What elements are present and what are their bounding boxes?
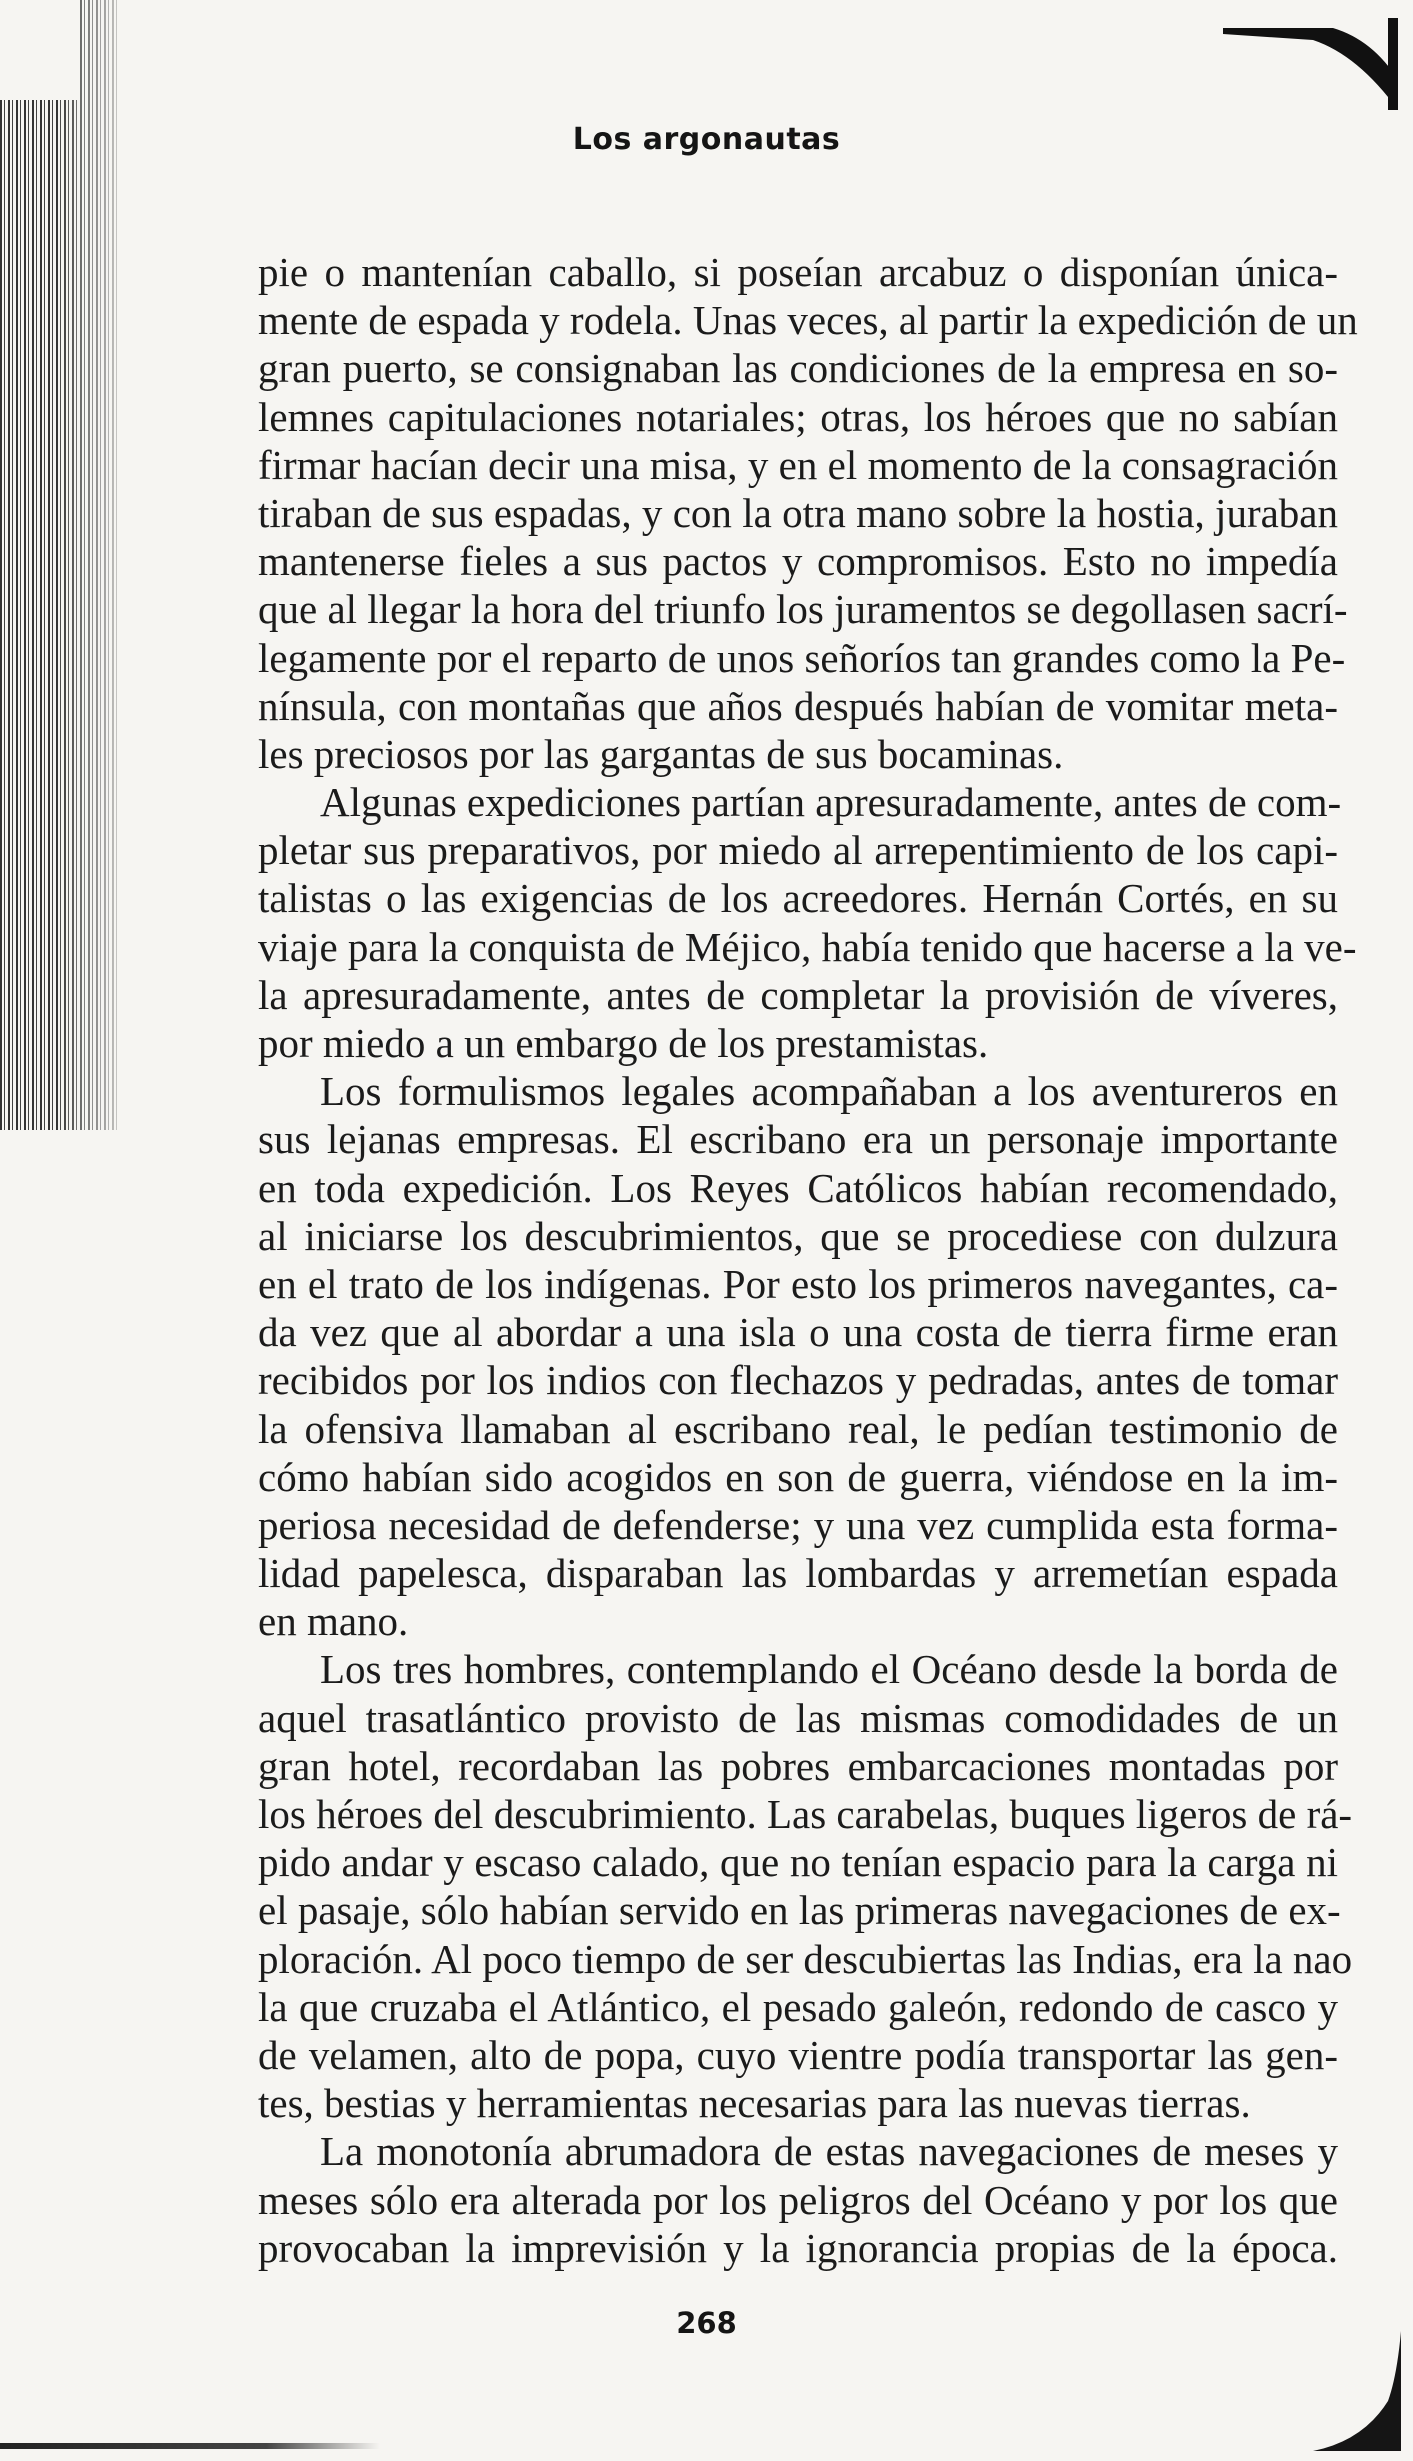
text-line: mantenerse fieles a sus pactos y compromisos. Esto no impedía bbox=[258, 538, 1338, 585]
scan-shadow-top-mask bbox=[0, 0, 80, 100]
text-line: lidad papelesca, disparaban las lombardas y arremetían espada bbox=[258, 1550, 1338, 1597]
text-line: pido andar y escaso calado, que no tenían espacio para la carga ni bbox=[258, 1839, 1338, 1886]
text-line: lemnes capitulaciones notariales; otras, los héroes que no sabían bbox=[258, 393, 1338, 440]
text-line: la ofensiva llamaban al escribano real, le pedían testimonio de bbox=[258, 1405, 1338, 1452]
text-line: da vez que al abordar a una isla o una costa de tierra firme eran bbox=[258, 1309, 1338, 1356]
text-line: talistas o las exigencias de los acreedores. Hernán Cortés, en su bbox=[258, 875, 1338, 922]
text-line: nínsula, con montañas que años después habían de vomitar meta- bbox=[258, 682, 1338, 729]
text-line: en el trato de los indígenas. Por esto los primeros navegantes, ca- bbox=[258, 1260, 1338, 1307]
text-line: viaje para la conquista de Méjico, había tenido que hacerse a la ve- bbox=[258, 923, 1357, 970]
page-number: 268 bbox=[676, 2306, 737, 2340]
text-line: ploración. Al poco tiempo de ser descubiertas las Indias, era la nao bbox=[258, 1935, 1353, 1982]
text-line: les preciosos por las gargantas de sus bocaminas. bbox=[258, 730, 1064, 777]
text-line: pie o mantenían caballo, si poseían arcabuz o disponían única- bbox=[258, 249, 1338, 295]
text-line: en toda expedición. Los Reyes Católicos habían recomendado, bbox=[258, 1164, 1338, 1211]
text-line: pletar sus preparativos, por miedo al arrepentimiento de los capi- bbox=[258, 827, 1338, 874]
text-line: gran hotel, recordaban las pobres embarcaciones montadas por bbox=[258, 1742, 1338, 1789]
text-line: la apresuradamente, antes de completar la provisión de víveres, bbox=[258, 971, 1338, 1018]
text-line: sus lejanas empresas. El escribano era un personaje importante bbox=[258, 1116, 1338, 1163]
text-line: Algunas expediciones partían apresuradamente, antes de com- bbox=[320, 779, 1342, 826]
text-line: Los formulismos legales acompañaban a los aventureros en bbox=[320, 1068, 1338, 1115]
running-title: Los argonautas bbox=[572, 122, 841, 157]
text-line: firmar hacían decir una misa, y en el momento de la consagración bbox=[258, 441, 1338, 488]
text-line: de velamen, alto de popa, cuyo vientre podía transportar las gen- bbox=[258, 2031, 1338, 2078]
text-line: La monotonía abrumadora de estas navegaciones de meses y bbox=[320, 2128, 1338, 2175]
text-line: por miedo a un embargo de los prestamistas. bbox=[258, 1020, 989, 1066]
text-line: en mano. bbox=[258, 1598, 409, 1645]
text-line: meses sólo era alterada por los peligros del Océano y por los que bbox=[258, 2176, 1338, 2223]
text-line: mente de espada y rodela. Unas veces, al partir la expedición de un bbox=[258, 297, 1358, 344]
text-line: la que cruzaba el Atlántico, el pesado galeón, redondo de casco y bbox=[258, 1983, 1338, 2030]
body-text bbox=[258, 248, 1358, 2272]
text-line: periosa necesidad de defenderse; y una vez cumplida esta forma- bbox=[258, 1501, 1338, 1548]
text-line: recibidos por los indios con flechazos y pedradas, antes de tomar bbox=[258, 1357, 1338, 1404]
text-line: tes, bestias y herramientas necesarias para las nuevas tierras. bbox=[258, 2080, 1251, 2127]
text-line: gran puerto, se consignaban las condiciones de la empresa en so- bbox=[258, 345, 1338, 392]
text-line: que al llegar la hora del triunfo los juramentos se degollasen sacrí- bbox=[258, 586, 1348, 633]
text-line: los héroes del descubrimiento. Las carabelas, buques ligeros de rá- bbox=[258, 1791, 1353, 1837]
text-line: el pasaje, sólo habían servido en las primeras navegaciones de ex- bbox=[258, 1887, 1341, 1934]
scan-bottom-edge bbox=[0, 2443, 380, 2449]
text-line: tiraban de sus espadas, y con la otra mano sobre la hostia, juraban bbox=[258, 489, 1338, 536]
text-line: aquel trasatlántico provisto de las mismas comodidades de un bbox=[258, 1694, 1338, 1741]
text-line: legamente por el reparto de unos señoríos tan grandes como la Pe- bbox=[258, 634, 1346, 681]
scan-corner-mark-top bbox=[1183, 0, 1413, 130]
text-line: al iniciarse los descubrimientos, que se procediese con dulzura bbox=[258, 1212, 1338, 1259]
text-line: cómo habían sido acogidos en son de guerra, viéndose en la im- bbox=[258, 1453, 1338, 1500]
text-line: Los tres hombres, contemplando el Océano desde la borda de bbox=[320, 1646, 1338, 1693]
scan-shadow-fade bbox=[0, 0, 140, 1130]
scan-corner-mark-bottom bbox=[1293, 2321, 1413, 2461]
text-line: provocaban la imprevisión y la ignorancia propias de la época. bbox=[258, 2224, 1338, 2271]
